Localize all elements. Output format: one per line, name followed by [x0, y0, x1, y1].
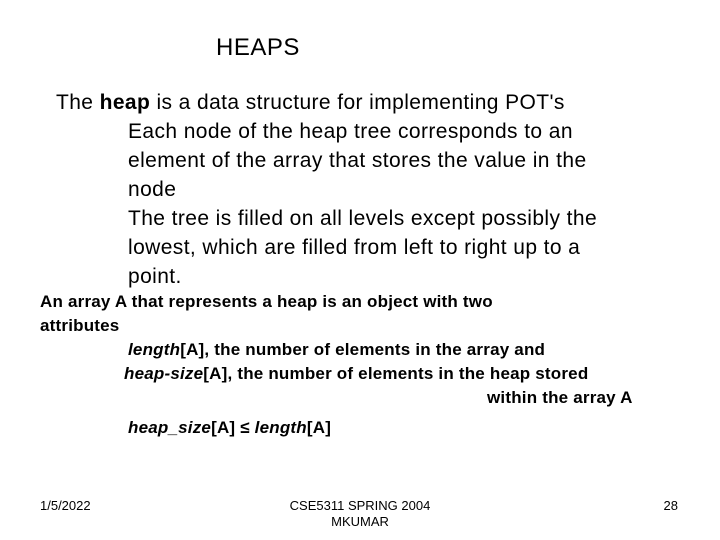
text-run: [A], the number of elements in the array and	[180, 340, 546, 359]
text-line: An array A that represents a heap is an object with two	[40, 292, 493, 311]
array-attributes-paragraph	[40, 290, 633, 440]
text-run: [A], the number of elements in the heap stored	[203, 364, 589, 383]
term-heap-size: heap-size	[124, 364, 204, 383]
term-length: length	[254, 418, 307, 437]
text-line: attributes	[40, 316, 120, 335]
text-line: node	[128, 178, 177, 201]
inequality-line	[40, 416, 633, 440]
footer-page-number: 28	[663, 498, 678, 513]
slide-title: HEAPS	[216, 34, 300, 61]
footer-date: 1/5/2022	[40, 498, 91, 513]
footer-course-line: CSE5311 SPRING 2004	[289, 498, 431, 513]
text-line: point.	[128, 265, 182, 288]
text-run: The	[56, 91, 100, 114]
bold-term-heap: heap	[99, 91, 151, 114]
text-run: [A]	[306, 418, 332, 437]
term-heap-size: heap_size	[128, 418, 212, 437]
heap-definition-line	[56, 88, 597, 117]
length-attribute-line	[40, 338, 633, 362]
text-line: lowest, which are filled from left to right up to a	[128, 236, 581, 259]
text-run: is a data structure for implementing POT's	[150, 91, 565, 114]
heap-size-attribute-line	[40, 362, 633, 386]
heap-definition-paragraph	[56, 88, 597, 291]
text-line: within the array A	[487, 388, 633, 407]
text-run: [A] ≤	[211, 418, 255, 437]
footer-author-line: MKUMAR	[331, 514, 389, 529]
footer-course	[250, 498, 470, 530]
text-line: Each node of the heap tree corresponds to an	[128, 120, 573, 143]
term-length: length	[128, 340, 181, 359]
text-line: element of the array that stores the value in the	[128, 149, 587, 172]
text-line: The tree is filled on all levels except possibly the	[128, 207, 598, 230]
